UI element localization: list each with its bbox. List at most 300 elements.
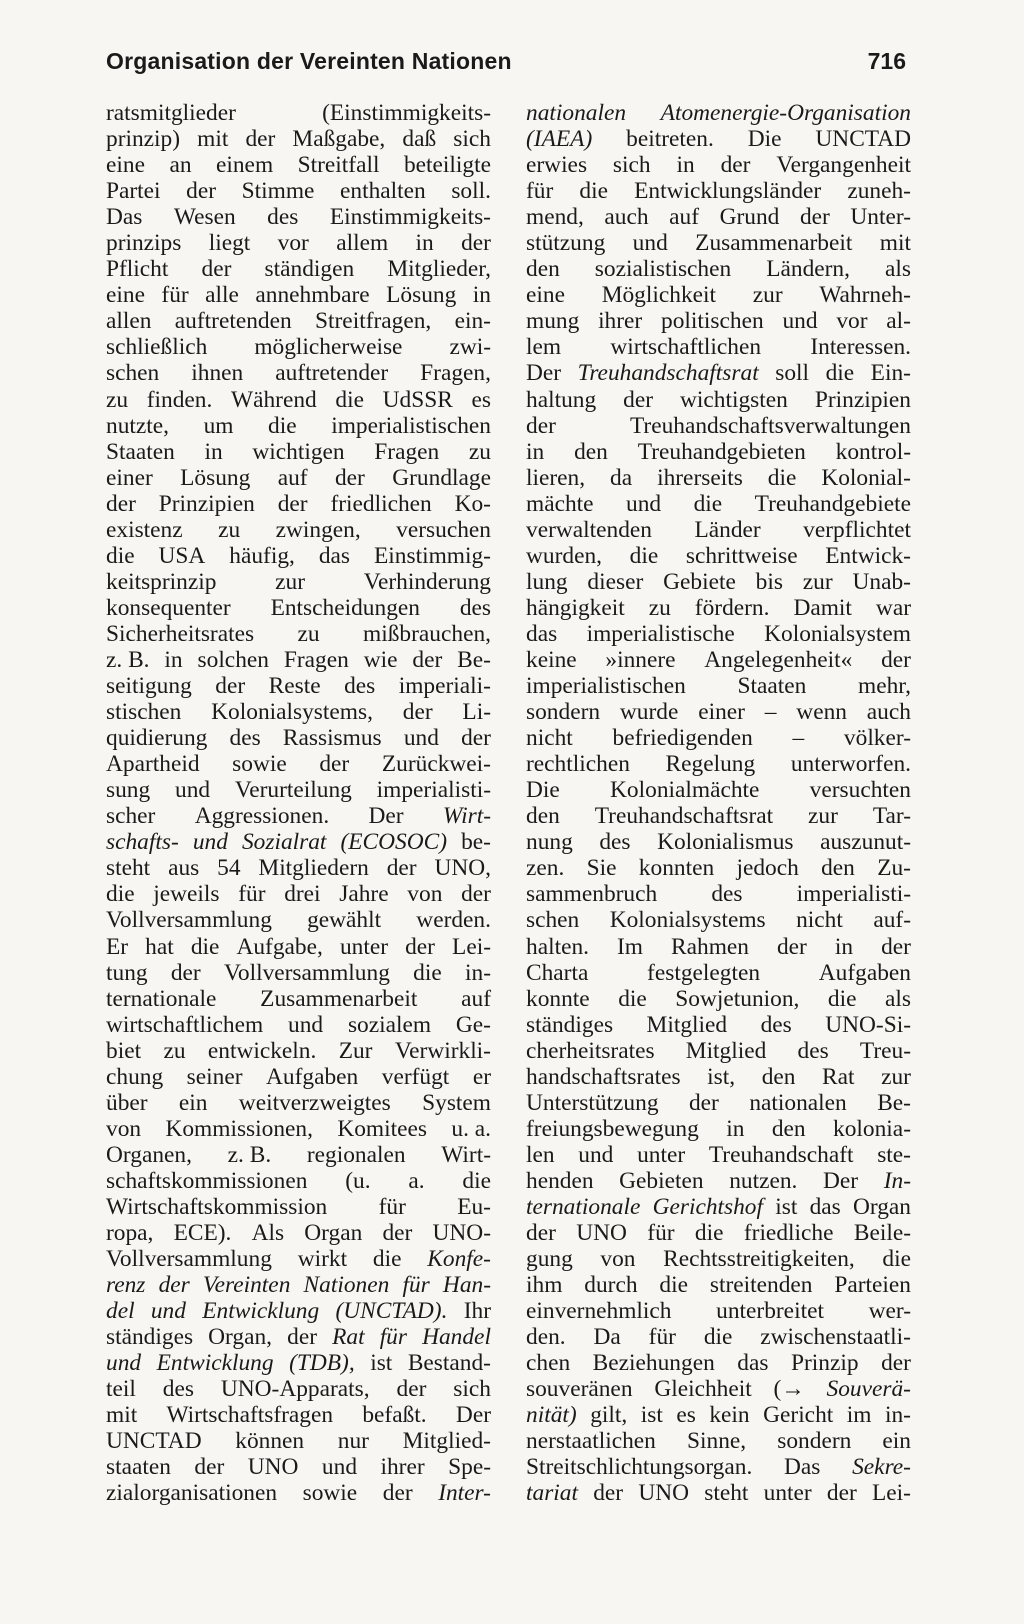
word: UNO bbox=[576, 1220, 627, 1247]
word: Als bbox=[251, 1220, 285, 1247]
text-line bbox=[526, 282, 911, 308]
section-title: Organisation der Vereinten Nationen bbox=[106, 48, 512, 74]
word: können bbox=[235, 1428, 305, 1455]
word: kolonia- bbox=[833, 1115, 911, 1142]
word: den. bbox=[526, 1324, 566, 1351]
word: chung bbox=[106, 1063, 164, 1090]
word: friedliche bbox=[743, 1220, 834, 1247]
word: Treuhandgebiete bbox=[754, 490, 911, 517]
text-line bbox=[106, 1168, 491, 1194]
text-line bbox=[106, 360, 491, 386]
text-line bbox=[106, 777, 491, 803]
word: Reste bbox=[268, 673, 321, 700]
word: Verwirkli- bbox=[394, 1037, 491, 1064]
word: des bbox=[162, 1376, 194, 1403]
word: die bbox=[825, 360, 855, 387]
word: Gebiete bbox=[663, 568, 736, 595]
text-line bbox=[106, 881, 491, 907]
text-line bbox=[526, 491, 911, 517]
word: in bbox=[526, 438, 545, 465]
word: Ge- bbox=[455, 1011, 491, 1038]
word: eine bbox=[526, 282, 565, 309]
word: wenn bbox=[796, 699, 847, 726]
word: zu bbox=[648, 594, 671, 621]
word: in- bbox=[465, 959, 491, 986]
text-line bbox=[106, 1454, 491, 1480]
word: (Einstimmigkeits- bbox=[322, 100, 491, 126]
word: Damit bbox=[793, 594, 852, 621]
word: Zusammenarbeit bbox=[695, 230, 853, 257]
text-line bbox=[106, 413, 491, 439]
word: nicht bbox=[526, 725, 573, 752]
text-line bbox=[106, 1090, 491, 1116]
word: Gleichheit bbox=[654, 1376, 752, 1403]
text-line bbox=[106, 829, 491, 855]
text-line bbox=[106, 1298, 491, 1324]
word: nationalen bbox=[749, 1089, 847, 1116]
word: an bbox=[169, 152, 192, 179]
word: prinzips bbox=[106, 230, 182, 257]
text-line bbox=[106, 100, 491, 126]
word: a. bbox=[408, 1167, 425, 1194]
text-line bbox=[106, 595, 491, 621]
text-line bbox=[526, 543, 911, 569]
word: beteiligte bbox=[403, 152, 491, 179]
word: Sicherheitsrates bbox=[106, 620, 255, 647]
word: sung bbox=[106, 777, 151, 804]
word: Streitschlichtungsorgan. bbox=[526, 1454, 753, 1481]
word: sich bbox=[453, 1376, 491, 1403]
text-line bbox=[106, 204, 491, 230]
word: der bbox=[334, 464, 365, 491]
word: gewählt bbox=[307, 907, 382, 934]
text-line bbox=[106, 387, 491, 413]
word: auf bbox=[277, 464, 308, 491]
word: vor bbox=[836, 308, 868, 335]
text-line bbox=[526, 855, 911, 881]
word: Apartheid bbox=[106, 751, 200, 778]
word: Wirtschaftskommission bbox=[106, 1193, 328, 1220]
word: nicht bbox=[796, 907, 843, 934]
word: sowie bbox=[232, 751, 287, 778]
word: völker- bbox=[843, 725, 911, 752]
word: wirkt bbox=[297, 1246, 348, 1273]
word: beitreten. bbox=[626, 126, 714, 153]
word: war bbox=[875, 594, 911, 621]
word: freiungsbewegung bbox=[526, 1115, 699, 1142]
word: für bbox=[238, 881, 266, 908]
word: mächte bbox=[526, 490, 594, 517]
word: Stimme bbox=[241, 178, 315, 205]
word: Die bbox=[747, 126, 782, 153]
word: Li- bbox=[462, 699, 491, 726]
word: konsequenter bbox=[106, 594, 231, 621]
word: keitsprinzip bbox=[106, 568, 217, 595]
word: und bbox=[106, 1350, 142, 1377]
word: ihrer bbox=[598, 308, 643, 335]
text-line bbox=[106, 751, 491, 777]
word: vor bbox=[277, 230, 309, 257]
word: Mitgliedern bbox=[258, 855, 369, 882]
word: Zusammenarbeit bbox=[260, 985, 418, 1012]
word: Verurteilung bbox=[234, 777, 352, 804]
word: der bbox=[194, 1454, 225, 1481]
word: die bbox=[694, 1220, 724, 1247]
word: Rat bbox=[332, 1324, 365, 1351]
word: des bbox=[599, 829, 631, 856]
word: rechtlichen bbox=[526, 751, 630, 778]
word: ratsmitglieder bbox=[106, 100, 236, 126]
word: mit bbox=[197, 126, 229, 153]
word: Prinzipien bbox=[814, 386, 911, 413]
word: Unab- bbox=[852, 568, 911, 595]
word: Vergangenheit bbox=[776, 152, 911, 179]
word: jeweils bbox=[153, 881, 220, 908]
word: durch bbox=[584, 1272, 638, 1299]
word: und bbox=[403, 725, 439, 752]
word: da bbox=[610, 464, 633, 491]
word: ständiges bbox=[526, 1011, 614, 1038]
word: Treuhandschaftsrat bbox=[577, 360, 759, 387]
word: eine bbox=[106, 152, 145, 179]
word: Lösung bbox=[180, 464, 251, 491]
word: Treuhandschaft bbox=[708, 1141, 854, 1168]
text-line bbox=[106, 855, 491, 881]
word: seiner bbox=[186, 1063, 243, 1090]
word: stützung bbox=[526, 230, 606, 257]
word: der bbox=[688, 1089, 719, 1116]
word: imperialistischen bbox=[331, 412, 491, 439]
text-line bbox=[106, 1116, 491, 1142]
word: der bbox=[277, 490, 308, 517]
word: das bbox=[318, 542, 351, 569]
word: (IAEA) bbox=[526, 126, 593, 153]
word: Fragen, bbox=[420, 360, 491, 387]
word: Organ bbox=[852, 1193, 911, 1220]
word: versuchten bbox=[809, 777, 911, 804]
word: aus bbox=[168, 855, 200, 882]
word: es bbox=[471, 386, 491, 413]
word: Kolonial- bbox=[821, 464, 911, 491]
word: schafts- bbox=[106, 829, 179, 856]
word: zen. bbox=[526, 855, 565, 882]
word: mend, bbox=[526, 204, 584, 231]
text-line bbox=[526, 387, 911, 413]
word: daß bbox=[402, 126, 437, 153]
word: Be- bbox=[877, 1089, 911, 1116]
word: Atomenergie-Organisation bbox=[660, 100, 911, 126]
text-line bbox=[526, 960, 911, 986]
word: Gerichtshof bbox=[652, 1193, 764, 1220]
word: und bbox=[175, 777, 211, 804]
text-line bbox=[526, 1350, 911, 1376]
word: wurden, bbox=[526, 542, 602, 569]
word: wirtschaftlichen bbox=[610, 334, 762, 361]
word: den bbox=[526, 256, 560, 283]
word: sozialem bbox=[347, 1011, 432, 1038]
word: Kolonialsystems bbox=[609, 907, 766, 934]
word: (TDB), bbox=[289, 1350, 355, 1377]
word: friedlichen bbox=[330, 490, 432, 517]
word: »innere bbox=[605, 646, 676, 673]
word: das bbox=[737, 1350, 769, 1377]
word: den bbox=[526, 803, 560, 830]
word: der bbox=[386, 855, 417, 882]
word: ihrer bbox=[380, 1454, 425, 1481]
word: die bbox=[372, 1246, 402, 1273]
word: Kolonialsystems, bbox=[211, 699, 373, 726]
text-line bbox=[526, 413, 911, 439]
text-line bbox=[526, 829, 911, 855]
word: Der bbox=[368, 803, 404, 830]
word: die bbox=[335, 386, 364, 413]
text-line bbox=[526, 152, 911, 178]
text-line bbox=[526, 334, 911, 360]
word: Mitglied- bbox=[402, 1428, 491, 1455]
word: das bbox=[809, 1193, 841, 1220]
word: Einstimmigkeits- bbox=[329, 204, 491, 231]
word: Ein- bbox=[870, 360, 911, 387]
word: Mitglieder, bbox=[387, 256, 491, 283]
word: ist bbox=[370, 1350, 393, 1377]
word: nerstaatlichen bbox=[526, 1428, 656, 1455]
word: Lei- bbox=[452, 933, 491, 960]
word: – bbox=[792, 725, 805, 752]
text-line bbox=[526, 1324, 911, 1350]
word: des bbox=[344, 673, 376, 700]
word: die bbox=[268, 412, 297, 439]
word: der bbox=[826, 1480, 857, 1507]
word: UNO bbox=[638, 1480, 689, 1507]
word: den bbox=[821, 855, 855, 882]
page-number: 716 bbox=[867, 48, 906, 74]
word: ropa, bbox=[106, 1220, 154, 1247]
word: wer- bbox=[868, 1298, 911, 1325]
word: fördern. bbox=[694, 594, 770, 621]
word: die bbox=[693, 490, 723, 517]
word: der bbox=[593, 1480, 624, 1507]
word: Regelung bbox=[665, 751, 756, 778]
word: in bbox=[834, 933, 854, 960]
word: von bbox=[600, 1246, 636, 1273]
text-line bbox=[106, 934, 491, 960]
text-line bbox=[526, 204, 911, 230]
text-line bbox=[106, 1324, 491, 1350]
word: chen bbox=[526, 1350, 571, 1377]
word: in bbox=[204, 438, 223, 465]
word: Aufgaben bbox=[266, 1063, 359, 1090]
word: z. B. bbox=[227, 1141, 272, 1168]
word: sowie bbox=[302, 1480, 358, 1507]
word: Prinzip bbox=[791, 1350, 859, 1377]
word: zuneh- bbox=[847, 178, 911, 205]
word: auch bbox=[866, 699, 911, 726]
text-line bbox=[526, 1220, 911, 1246]
word: Aufgabe, bbox=[236, 933, 323, 960]
word: Eu- bbox=[457, 1193, 491, 1220]
word: der bbox=[158, 1272, 190, 1299]
text-line bbox=[526, 1142, 911, 1168]
word: nutzte, bbox=[106, 412, 169, 439]
word: (u. bbox=[345, 1167, 371, 1194]
word: imperialisti- bbox=[376, 777, 491, 804]
word: gung bbox=[526, 1246, 573, 1273]
word: der bbox=[287, 1324, 318, 1351]
word: zu bbox=[468, 438, 491, 465]
word: henden bbox=[526, 1167, 594, 1194]
word: für bbox=[402, 1272, 430, 1299]
word: sondern bbox=[526, 699, 601, 726]
word: ein- bbox=[454, 308, 491, 335]
text-line bbox=[106, 465, 491, 491]
word: streitenden bbox=[709, 1272, 813, 1299]
word: Pflicht bbox=[106, 256, 169, 283]
word: allem bbox=[336, 230, 389, 257]
word: Sowjetunion, bbox=[675, 985, 800, 1012]
word: (ECOSOC) bbox=[340, 829, 448, 856]
word: Das bbox=[784, 1454, 821, 1481]
word: zur bbox=[808, 803, 838, 830]
word: Bestand- bbox=[407, 1350, 491, 1377]
text-line bbox=[106, 334, 491, 360]
word: jedoch bbox=[736, 855, 799, 882]
word: wirtschaftlichem bbox=[106, 1011, 264, 1038]
text-line bbox=[526, 1168, 911, 1194]
word: und bbox=[632, 230, 668, 257]
word: befaßt. bbox=[362, 1402, 427, 1429]
text-line bbox=[106, 152, 491, 178]
word: lieren, bbox=[526, 464, 586, 491]
word: Einstimmig- bbox=[373, 542, 491, 569]
word: Jahre bbox=[339, 881, 389, 908]
text-line bbox=[526, 439, 911, 465]
word: mit bbox=[879, 230, 911, 257]
text-line bbox=[106, 1402, 491, 1428]
word: Sekre- bbox=[852, 1454, 911, 1481]
word: Kolonialismus bbox=[657, 829, 794, 856]
text-line bbox=[106, 960, 491, 986]
word: verwaltenden bbox=[526, 516, 652, 543]
word: mung bbox=[526, 308, 580, 335]
word: als bbox=[884, 256, 911, 283]
word: Fragen bbox=[374, 438, 440, 465]
word: imperiali- bbox=[398, 673, 491, 700]
word: des bbox=[760, 1011, 792, 1038]
word: Da bbox=[593, 1324, 621, 1351]
word: Möglichkeit bbox=[601, 282, 717, 309]
word: weitverzweigtes bbox=[238, 1089, 391, 1116]
word: Prinzipien bbox=[158, 490, 255, 517]
word: Er bbox=[106, 933, 129, 960]
word: zu bbox=[163, 1037, 186, 1064]
text-line bbox=[106, 1142, 491, 1168]
word: die bbox=[629, 542, 659, 569]
word: sozialistischen bbox=[594, 256, 732, 283]
word: Souverä- bbox=[826, 1376, 911, 1403]
word: zwingen, bbox=[275, 516, 361, 543]
word: z. B. bbox=[106, 646, 150, 673]
text-line bbox=[106, 308, 491, 334]
word: lung bbox=[526, 568, 568, 595]
word: der bbox=[799, 204, 830, 231]
word: mißbrauchen, bbox=[363, 620, 491, 647]
word: Aggressionen. bbox=[194, 803, 330, 830]
running-header bbox=[106, 48, 906, 82]
word: ist bbox=[775, 1193, 798, 1220]
word: Parteien bbox=[834, 1272, 911, 1299]
word: der bbox=[106, 490, 136, 517]
word: nutzen. bbox=[729, 1167, 798, 1194]
word: Zurückwei- bbox=[381, 751, 491, 778]
word: Beziehungen bbox=[592, 1350, 715, 1377]
word: für bbox=[161, 282, 189, 309]
word: Fragen bbox=[283, 646, 349, 673]
word: eine bbox=[106, 282, 145, 309]
word: al- bbox=[886, 308, 911, 335]
text-line bbox=[106, 256, 491, 282]
word: Vollversammlung bbox=[106, 1246, 272, 1273]
text-line bbox=[526, 595, 911, 621]
word: existenz bbox=[106, 516, 183, 543]
word: erwies bbox=[526, 152, 588, 179]
word: schließlich bbox=[106, 334, 208, 361]
word: Mitglied bbox=[685, 1037, 767, 1064]
text-line bbox=[526, 308, 911, 334]
text-line bbox=[526, 725, 911, 751]
word: solchen bbox=[197, 646, 269, 673]
text-line bbox=[526, 1402, 911, 1428]
word: Länder bbox=[694, 516, 761, 543]
word: Staaten bbox=[737, 673, 807, 700]
word: Im bbox=[617, 933, 643, 960]
text-line bbox=[106, 1350, 491, 1376]
word: USA bbox=[158, 542, 206, 569]
word: liegt bbox=[208, 230, 251, 257]
word: der bbox=[382, 1220, 413, 1247]
word: Sinne, bbox=[687, 1428, 747, 1455]
word: ist, bbox=[707, 1063, 736, 1090]
word: des bbox=[229, 725, 261, 752]
word: in bbox=[676, 152, 695, 179]
word: in bbox=[472, 282, 491, 309]
word: Mitglied bbox=[646, 1011, 728, 1038]
word: über bbox=[106, 1089, 148, 1116]
word: die bbox=[106, 542, 135, 569]
word: von bbox=[407, 881, 443, 908]
word: Rahmen bbox=[671, 933, 749, 960]
word: Während bbox=[231, 386, 317, 413]
text-line bbox=[526, 126, 911, 152]
word: Ko- bbox=[454, 490, 491, 517]
word: der bbox=[461, 881, 491, 908]
word: del bbox=[106, 1298, 135, 1325]
word: staaten bbox=[106, 1454, 171, 1481]
word: für bbox=[647, 1220, 675, 1247]
text-line bbox=[526, 621, 911, 647]
word: soll bbox=[775, 360, 810, 387]
word: lem bbox=[526, 334, 562, 361]
word: entwickeln. bbox=[207, 1037, 317, 1064]
text-line bbox=[106, 1064, 491, 1090]
word: steht bbox=[106, 855, 151, 882]
word: der bbox=[405, 933, 435, 960]
word: nung bbox=[526, 829, 573, 856]
text-line bbox=[526, 803, 911, 829]
text-line bbox=[106, 1376, 491, 1402]
word: Vereinten bbox=[202, 1272, 291, 1299]
text-line bbox=[526, 1376, 911, 1402]
text-line bbox=[106, 673, 491, 699]
